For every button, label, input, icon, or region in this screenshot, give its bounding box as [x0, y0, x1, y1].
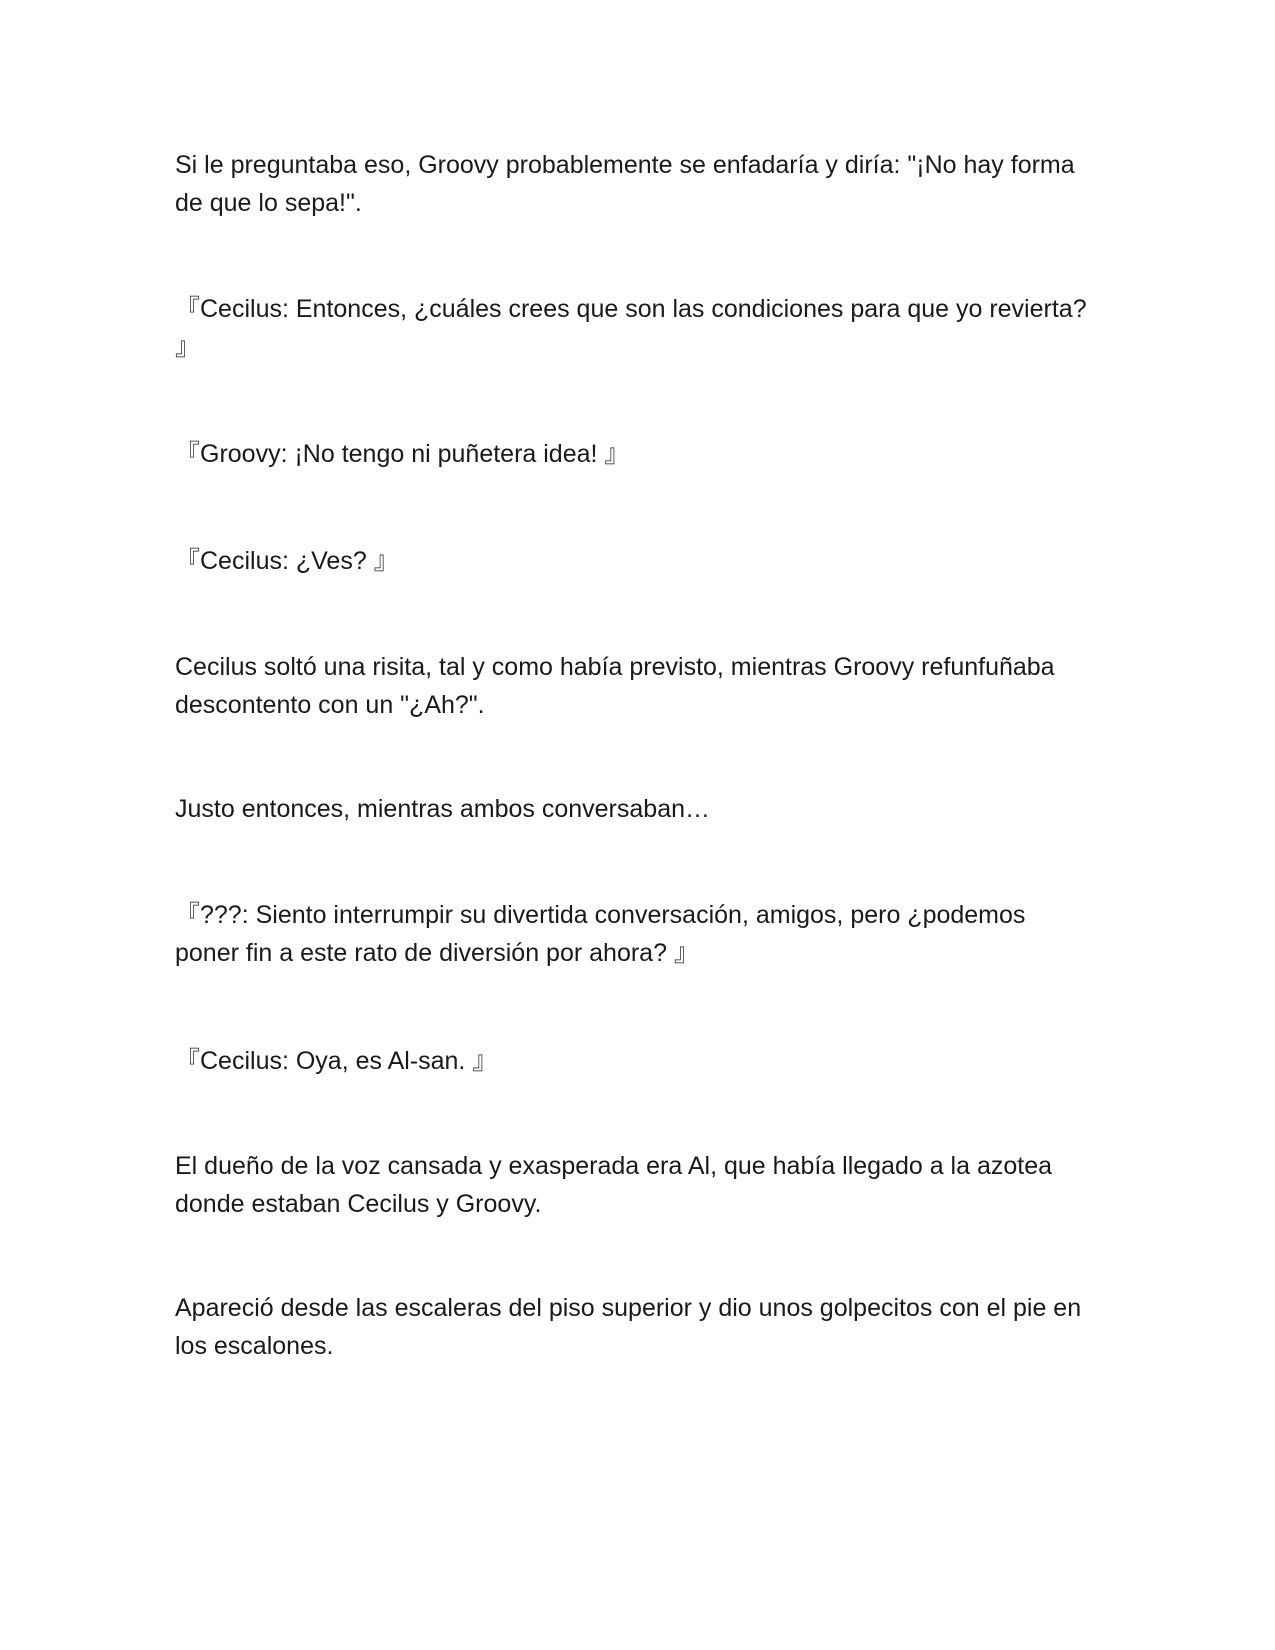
paragraph-2: 『Cecilus: Entonces, ¿cuáles crees que son las condiciones para que yo revierta? 』 — [175, 295, 1087, 361]
paragraph-10: Apareció desde las escaleras del piso superior y dio unos golpecitos con el pie en los escalones. — [175, 1294, 1082, 1360]
paragraph-4: 『Cecilus: ¿Ves? 』 — [175, 547, 399, 575]
paragraph-8: 『Cecilus: Oya, es Al-san. 』 — [175, 1047, 498, 1075]
paragraph-7: 『???: Siento interrumpir su divertida conversación, amigos, pero ¿podemos poner fin a este rato de diversión por ahora? 』 — [175, 901, 1026, 967]
paragraph-9: El dueño de la voz cansada y exasperada era Al, que había llegado a la azotea donde estaban Cecilus y Groovy. — [175, 1152, 1053, 1218]
paragraph-6: Justo entonces, mientras ambos conversaban… — [175, 795, 710, 823]
paragraph-1: Si le preguntaba eso, Groovy probablemente se enfadaría y diría: "¡No hay forma de que lo sepa!". — [175, 151, 1075, 217]
paragraph-3: 『Groovy: ¡No tengo ni puñetera idea! 』 — [175, 440, 630, 468]
paragraph-5: Cecilus soltó una risita, tal y como había previsto, mientras Groovy refunfuñaba descontento con un "¿Ah?". — [175, 653, 1055, 719]
